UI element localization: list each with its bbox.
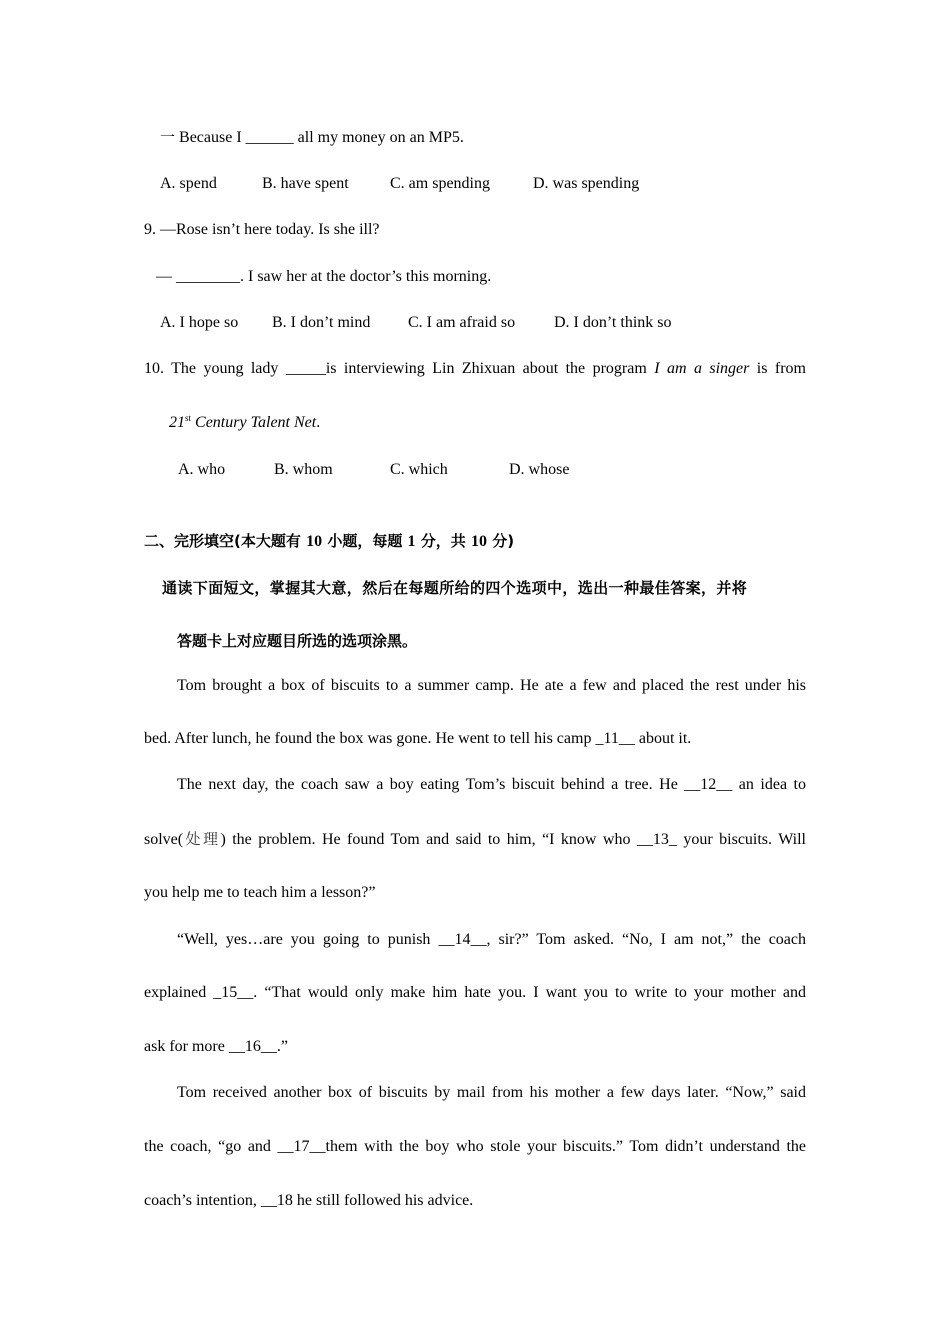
q9-answer: — ________. I saw her at the doctor’s this morning. [156, 268, 492, 285]
q10-option-d: D. whose [509, 461, 570, 478]
q10-net-21: 21 [169, 414, 185, 431]
section2-instruction-line2: 答题卡上对应题目所选的选项涂黑。 [177, 632, 418, 650]
passage-p2-line3: you help me to teach him a lesson?” [144, 884, 376, 901]
section2-heading-points: 1 [407, 533, 416, 550]
section2-heading [144, 531, 514, 552]
passage-p4-line2: the coach, “go and __17__them with the boy who stole your biscuits.” Tom didn’t understand the [144, 1138, 806, 1155]
passage-p4-line3: coach’s intention, __18 he still followed his advice. [144, 1192, 474, 1209]
q8-option-d: D. was spending [533, 175, 640, 192]
q9-option-b: B. I don’t mind [272, 314, 371, 331]
section2-heading-part4: 分，共 [415, 532, 471, 550]
q9-option-a: A. I hope so [160, 314, 239, 331]
q8-stem-text: Because I ______ all my money on an MP5. [175, 129, 464, 146]
passage-p2-line2 [144, 829, 806, 850]
q10-option-b: B. whom [274, 461, 333, 478]
passage-p3-line3: ask for more __16__.” [144, 1038, 288, 1055]
q10-net-st: st [185, 413, 192, 423]
q10-option-c: C. which [390, 461, 448, 478]
q8-stem [160, 127, 464, 148]
q9-option-d: D. I don’t think so [554, 314, 672, 331]
section2-heading-total: 10 [471, 533, 487, 550]
q10-net-period: . [316, 414, 321, 431]
q10-stem-b: is from [749, 360, 806, 377]
passage-p3-line2: explained _15__. “That would only make him hate you. I want you to write to your mother and [144, 984, 806, 1001]
q9-option-c: C. I am afraid so [408, 314, 516, 331]
q8-option-a: A. spend [160, 175, 217, 192]
q10-net-name: Century Talent Net [191, 414, 317, 431]
q10-option-a: A. who [178, 461, 226, 478]
q10-stem-a: 10. The young lady _____is interviewing Lin Zhixuan about the program [144, 360, 655, 377]
section2-heading-part5: 分) [487, 532, 515, 550]
passage-p2-line2-a: solve( [144, 831, 184, 848]
q10-net-line [169, 413, 320, 433]
section2-heading-count: 10 [306, 533, 323, 550]
q8-option-b: B. have spent [262, 175, 349, 192]
section2-instruction-line1: 通读下面短文，掌握其大意，然后在每题所给的四个选项中，选出一种最佳答案，并将 [162, 579, 748, 597]
q10-stem [144, 359, 806, 379]
section2-heading-part2: 本大题有 [240, 532, 307, 550]
q8-option-c: C. am spending [390, 175, 490, 192]
passage-p2-line1: The next day, the coach saw a boy eating Tom’s biscuit behind a tree. He __12__ an idea to [177, 776, 806, 793]
passage-p1-line1: Tom brought a box of biscuits to a summer camp. He ate a few and placed the rest under his [177, 677, 806, 694]
q8-dash: 一 [160, 128, 176, 146]
q9-question: 9. —Rose isn’t here today. Is she ill? [144, 221, 380, 238]
passage-p3-line1: “Well, yes…are you going to punish __14__, sir?” Tom asked. “No, I am not,” the coach [177, 931, 806, 948]
passage-p1-line2: bed. After lunch, he found the box was gone. He went to tell his camp _11__ about it. [144, 730, 692, 747]
q10-program-title: I am a singer [654, 360, 750, 377]
passage-p2-line2-b: ) the problem. He found Tom and said to him, “I know who __13_ your biscuits. Will [220, 831, 806, 848]
section2-heading-part3: 小题，每题 [322, 532, 408, 550]
passage-p2-line2-cn: 处理 [183, 830, 221, 848]
passage-p4-line1: Tom received another box of biscuits by mail from his mother a few days later. “Now,” said [177, 1084, 806, 1101]
section2-heading-part1: 二、完形填空( [144, 532, 241, 550]
